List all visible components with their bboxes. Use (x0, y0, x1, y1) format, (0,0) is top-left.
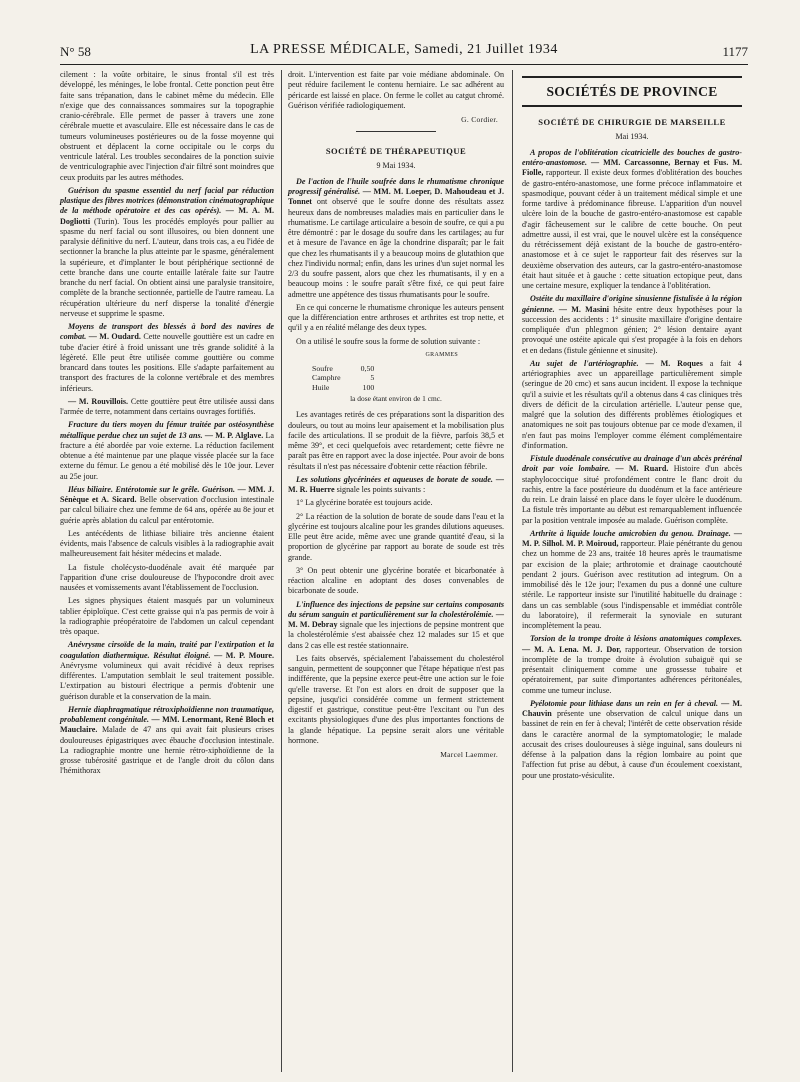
abstract-title: Fistule duodénale consécutive au drainage d'un abcès prérénal droit par voie lombaire. (522, 454, 742, 474)
abstract-body: Anévrysme volumineux qui avait récidivé à deux reprises différentes. L'amputation semblait le seul traitement possible. L'extirpation au bistouri électrique a permis d'obtenir une guérison durable et la conservation de la main. (60, 660, 274, 701)
abstract-title: Hernie diaphragmatique rétroxiphoïdienne non traumatique, probablement congénitale. (60, 704, 274, 724)
paragraph: Les signes physiques étaient masqués par un volumineux tablier épiploïque. C'est cette graisse qui n'a pas permis de voir à la radiographie préopératoire de l'abdomen un calcul cependant très opaque. (60, 596, 274, 636)
abstract-title: Moyens de transport des blessés à bord des navires de combat. (60, 322, 274, 342)
abstract-authors: — M. Roques (645, 358, 703, 368)
abstract-authors: — M. P. Moure. (214, 650, 274, 660)
paragraph: Les antécédents de lithiase biliaire très ancienne étaient évidents, mais l'absence de calculs visibles à la radiographie avait malheureusement fait hésiter médecins et malade. (60, 528, 274, 559)
issue-number: N° 58 (60, 44, 91, 59)
abstract-authors: — MM. Carcassonne, Bernay et Fus. M. Fiolle, (522, 158, 742, 178)
column-left (60, 70, 274, 780)
abstract (60, 485, 274, 526)
paragraph: Les faits observés, spécialement l'abaissement du cholestérol sanguin, permettent de soupçonner que l'étape hépatique n'est pas indifférente, que la pepsine exerce peut-être une action sur le foie qu'elle traverse. Et l'on est alors en droit de supposer que la pepsine, jusqu'ici considérée comme un ferment strictement digestif et gastrique, constitue peut-être l'excitant ou l'un des excitants physiologiques d'une des plus importantes fonctions de la glande hépatique. La pepsine serait alors une véritable hormone. (288, 653, 504, 745)
abstract (60, 186, 274, 319)
column-divider (512, 70, 513, 1072)
abstract-body: Cette gouttière peut être utilisée aussi dans l'armée de terre, notamment dans certains ouvrages fortifiés. (60, 396, 274, 416)
abstract (60, 322, 274, 394)
abstract-title: Pyélotomie pour lithiase dans un rein en fer à cheval. (530, 698, 719, 708)
abstract-authors: — M. Ruard. (615, 464, 669, 474)
abstract (522, 148, 742, 292)
abstract (60, 640, 274, 702)
abstract-title: L'influence des injections de pepsine sur certains composants du sérum sanguin et particulièrement sur la cholestérolémie. (288, 599, 504, 619)
abstract-body: rapporteur. Il existe deux formes d'oblitération des bouches de gastro-entéro-anastomose, une forme précoce inflammatoire et spasmodique, pouvant céder à un traitement médical simple et une forme tardive à prédominance fibreuse. L'apparition d'un nouvel ulcère loin de la bouche de gastro-entéro-anastomose est capable d'agir fâcheusement sur le calibre de cette bouche. On peut admettre aussi, il est vrai, que le nouvel ulcère est la conséquence du rétrécissement déjà existant de la bouche de gastro-entéro-anastomose et à ce sujet le rapporteur fait des réserves sur la deuxième observation des auteurs, car la gastro-entéro-anastomose était haut située et à gauche : cette situation ectopique peut, dans une certaine mesure, expliquer la tendance à l'oblitération. (522, 168, 742, 290)
quantity: 0,50 (360, 364, 375, 373)
abstract-body: rapporteur. Plaie pénétrante du genou chez un homme de 23 ans, traitée 18 heures après le traumatisme par excision de la plaie; arthrotomie et drainage caoutchouté pendant 2 jours. Guérison avec restitution ad integrum. On a immobilisé dès le 12e jour; l'examen du pus a donné une culture stérile. Le rapporteur insiste sur l'inutilité habituelle du drainage : dans un cas semblable (sous l'indispensable et immédiat contrôle du laboratoire), il refermerait la synoviale en suturant incomplètement la peau. (522, 539, 742, 630)
paragraph: On a utilisé le soufre sous la forme de solution suivante : (296, 336, 481, 346)
column-middle (288, 70, 504, 766)
abstract-body: (Turin). Tous les procédés employés pour pallier au spasme du nerf facial ou sont illusoires, ou bien donnent une paralysie définitive du nerf. L'auteur, dans trois cas, a eu l'idée de sectionner la branche la plus atteinte par le spasme, généralement la supérieure, et d'implanter le bout périphérique sectionné de cette branche dans une courte entaille latérale faite sur l'autre branche du nerf facial. On obtient ainsi une paralysie transitoire, complète de la branche sectionnée, partielle de l'autre rameau. La récupération ultérieure du nerf disperse la tonalité d'énergie nerveuse et supprime le spasme. (60, 216, 274, 318)
paragraph: Les avantages retirés de ces préparations sont la disparition des douleurs, ou tout au moins leur apaisement et la mobilisation plus facile des articulations. Il se produit de la fièvre, parfois 38,5 et même 39°, et ceci quelquefois avec retardement; cette fièvre ne paraît pas être en rapport avec la dose injectée. Pour avoir de bons résultats il n'est pas nécessaire d'obtenir cette réaction fébrile. (288, 410, 504, 471)
abstract (522, 359, 742, 451)
section-divider (356, 131, 436, 132)
abstract (60, 705, 274, 777)
abstract-title: Iléus biliaire. Entérotomie sur le grêle. Guérison. (68, 484, 236, 494)
section-title: SOCIÉTÉ DE CHIRURGIE DE MARSEILLE (538, 117, 726, 128)
paragraph: 2° La réaction de la solution de borate de soude dans l'eau et la glycérine est toujours alcaline pour les grandes dilutions aqueuses. Elle peut être acide, même avec une grande quantité d'eau, si la proportion de glycérine par rapport au borate de soude est très grande. (288, 511, 504, 562)
abstract-body: Histoire d'un abcès staphylococcique situé profondément contre le flanc droit du rachis, entre la face postérieure du duodénum et la face antérieure du rein. Le drain laissé en place dans le foyer ulcère le duodénum. La fistule très importante au début est remarquablement influencée par la position ventrale imposée au malade. Guérison complète. (522, 464, 742, 525)
abstract-authors: — M. Rouvillois. (68, 396, 129, 406)
header-rule (60, 64, 748, 65)
page-number: 1177 (722, 44, 748, 59)
abstract-authors: — M. A. M. Dogliotti (60, 206, 274, 226)
formula-row (310, 364, 376, 373)
abstract-title: Arthrite à liquide louche amicrobien du genou. Drainage. (530, 528, 731, 538)
abstract-body: signale les points suivants : (336, 485, 426, 495)
abstract-authors: — MM. Lenormant, René Bloch et Mauclaire. (60, 715, 275, 735)
abstract-title: Fracture du tiers moyen du fémur traitée par ostéosynthèse métallique perdue chez un sujet de 13 ans. (60, 420, 274, 440)
column-right (522, 70, 742, 784)
abstract (522, 454, 742, 526)
paragraph: 3° On peut obtenir une glycérine boratée et bicarbonatée à réaction alcaline en adoptant des doses convenables de bicarbonate de soude. (288, 565, 504, 596)
abstract (522, 294, 742, 356)
signature: G. Cordier. (461, 115, 498, 124)
abstract-body: Malade de 47 ans qui avait fait plusieurs crises douloureuses épigastriques avec ébauche d'occlusion intestinale. La radiographie montre une hernie rétro-xiphoïdienne de la grosse tubérosité gastrique et de l'angle droit du côlon dans l'hémithorax (60, 725, 274, 776)
abstract-body: ont observé que le soufre donne des résultats assez heureux dans de nombreuses maladies mais en particulier dans le rhumatisme. Le cartilage articulaire a besoin de soufre, ce qui a pu être démontré : par le dosage du soufre dans les cartilages; au fur et à mesure de l'avance en âge la chondrine disparaît; par le fait que chez les rhumatisants il y a beaucoup moins de glutathion que chez l'individu normal; enfin, dans les urines d'un sujet normal les 2/3 du soufre passent, alors que chez les rhumatisants, il y en a beaucoup moins : le soufre paraît s'être fixé, ce qui peut faire admettre une appétence des tissus rhumatisants pour le soufre. (288, 197, 504, 299)
doses-unit-header: GRAMMES (425, 351, 458, 358)
abstract-authors: — M. P. Alglave. (204, 430, 264, 440)
paragraph: cilement : la voûte orbitaire, le sinus frontal s'il est très développé, les méninges, le lobe frontal. Cette ponction peut être faite sans trépanation, dans le cabinet même du médecin. Elle n'exige que des connaissances sommaires sur la topographie cranio-cérébrale. Elle permet de passer à travers une zone cérébrale muette et avasculaire. Elle est nécessaire dans le cas de tumeurs volumineuses postérieures ou de la fosse moyenne qui obstruent et déplacent la corne occipitale ou le corps du ventricule latéral. Les troubles secondaires de la ponction suivie de ventriculographie avec l'injection d'air filtré sont moindres que ceux produits par les autres méthodes. (60, 70, 274, 182)
abstract-body: Cette nouvelle gouttière est un cadre en tube d'acier étiré à froid unissant une très grande solidité à la légèreté. Elle peut être utilisée comme gouttière ou comme brancard dans toutes les positions. Elle s'adapte parfaitement au transport des fractures de la colonne vertébrale et des membres inférieurs. (60, 332, 274, 393)
doses-note: la dose étant environ de 1 cmc. (350, 394, 442, 404)
abstract (522, 529, 742, 632)
ingredient: Camphre (312, 373, 341, 383)
abstract (288, 475, 504, 496)
formula-row (310, 373, 376, 382)
abstract-authors: — M. A. Lena. M. J. Dor, (522, 644, 622, 654)
section-date: 9 Mai 1934. (376, 160, 416, 170)
paragraph: La fistule cholécysto-duodénale avait été marquée par l'apparition d'une crise douloureuse de l'hypocondre droit avec nausées et vomissements avant l'établissement de l'occlusion. (60, 562, 274, 592)
signature: Marcel Laemmer. (440, 750, 498, 760)
abstract-body: Belle observation d'occlusion intestinale par calcul biliaire chez une femme de 64 ans, opérée au 8e jour et guérie après ablation du calcul par entérotomie. (60, 495, 274, 525)
abstract-title: De l'action de l'huile soufrée dans le rhumatisme chronique progressif généralisé. (288, 176, 504, 196)
paragraph: 1° La glycérine boratée est toujours acide. (296, 498, 433, 508)
abstract-body: hésite entre deux hypothèses pour la succession des accidents : 1° sinusite maxillaire d'origine dentaire compliquée d'un phlegmon génien; 2° lésion dentaire ayant provoqué une ostéite apicale qui s'est propagée à la fois en dehors et en dedans (fistule génienne et sinusite). (522, 304, 742, 355)
abstract-body: signale que les injections de pepsine montrent que la cholestérolémie s'est abaissée chez 12 malades sur 15 et que dans 2 cas elle est restée stationnaire. (288, 620, 505, 650)
abstract-authors: — M. P. Silhol. M. P. Moiroud, (522, 528, 742, 548)
abstract-title: Torsion de la trompe droite à lésions anatomiques complexes. (530, 634, 742, 644)
abstract-authors: — M. R. Huerre (288, 474, 504, 495)
formula-table (310, 364, 376, 392)
abstract-title: A propos de l'oblitération cicatricielle des bouches de gastro-entéro-anastomose. (522, 147, 742, 167)
formula-row (310, 383, 376, 392)
section-title: SOCIÉTÉ DE THÉRAPEUTIQUE (325, 146, 467, 157)
section-banner: SOCIÉTÉS DE PROVINCE (522, 76, 742, 107)
abstract-body: présente une observation de calcul unique dans un bassinet de rein en fer à cheval; l'intérêt de cette observation réside dans le caractère anormal de la symptomatologie; le malade accusait des crises douloureuses à siège inguinal, sans douleurs ni défense à la palpation dans la région lombaire au point que l'affection fut prise au début, à cause d'un écoulement coexistant, pour une prostato-vésiculite. (522, 709, 742, 780)
abstract-title: Guérison du spasme essentiel du nerf facial par réduction plastique des fibres motrices (démonstration cinématographique de la méthode opératoire et des cas opérés). (60, 185, 274, 216)
abstract (522, 699, 742, 781)
abstract-title: Les solutions glycérinées et aqueuses de borate de soude. (296, 474, 493, 484)
page-header (60, 40, 748, 64)
abstract-authors: — MM. J. Sénèque et A. Sicard. (60, 484, 274, 504)
abstract (288, 177, 504, 300)
abstract-authors: — M. M. Debray (288, 609, 504, 630)
abstract-authors: — M. Oudard. (88, 332, 141, 342)
abstract (60, 420, 274, 482)
abstract-body: La fracture a été abordée par voie externe. La réduction facilement obtenue a été maintenue par une plaque vissée placée sur la face externe du fémur. Le genou a été mobilisé dès le 10e jour. Lever au 25e jour. (60, 430, 274, 481)
abstract-body: rapporteur. Observation de torsion incomplète de la trompe droite à évolution subaiguë qui se présentait cliniquement comme une grossesse tubaire et opératoirement, par suite d'importantes adhérences péritonéales, comme une tumeur incluse. (522, 644, 742, 695)
abstract (60, 397, 274, 418)
abstract (288, 600, 504, 651)
ingredient: Huile (312, 382, 330, 392)
abstract-title: Ostéite du maxillaire d'origine sinusienne fistulisée à la région génienne. (522, 294, 742, 314)
abstract-body: a fait 4 artériographies avec un appareillage particulièrement simple (seringue de 20 cmc) et sans aucun incident. Il expose la technique qu'il a suivie et les résultats qu'il a obtenus dans 4 cas cliniques très divers de déficit de la circulation artérielle. L'auteur pense que, malgré que la solution des différents problèmes étiologiques et anatomiques ne soit pas toujours obtenue par ce mode d'examen, il n'en faut pas moins l'employer comme élément complémentaire d'information. (522, 358, 742, 450)
section-date: Mai 1934. (615, 131, 649, 141)
abstract-title: Anévrysme cirsoïde de la main, traité par l'extirpation et la coagulation diathermique. Résultat éloigné. (60, 640, 274, 660)
abstract-authors: — M. Masini (558, 304, 609, 314)
quantity: 5 (370, 373, 375, 383)
abstract (522, 634, 742, 696)
abstract-authors: — MM. M. Loeper, D. Mahoudeau et J. Tonnet (288, 187, 504, 207)
paragraph: droit. L'intervention est faite par voie médiane abdominale. On peut réduire facilement le contenu herniaire. Le sac adhérent au péricarde est laissé en place. On ferme le collet au catgut chromé. Guérison vérifiée radiologiquement. (288, 70, 504, 110)
quantity: 100 (362, 382, 375, 392)
paragraph: En ce qui concerne le rhumatisme chronique les auteurs pensent que la différenciation entre arthroses et arthrites est trop nette, et qu'il y a en réalité mélange des deux types. (288, 302, 504, 333)
ingredient: Soufre (312, 364, 333, 373)
abstract-title: Au sujet de l'artériographie. (530, 358, 639, 368)
journal-title: LA PRESSE MÉDICALE, Samedi, 21 Juillet 1934 (250, 42, 558, 57)
column-divider (281, 70, 282, 1072)
abstract-authors: — M. Chauvin (522, 698, 743, 718)
